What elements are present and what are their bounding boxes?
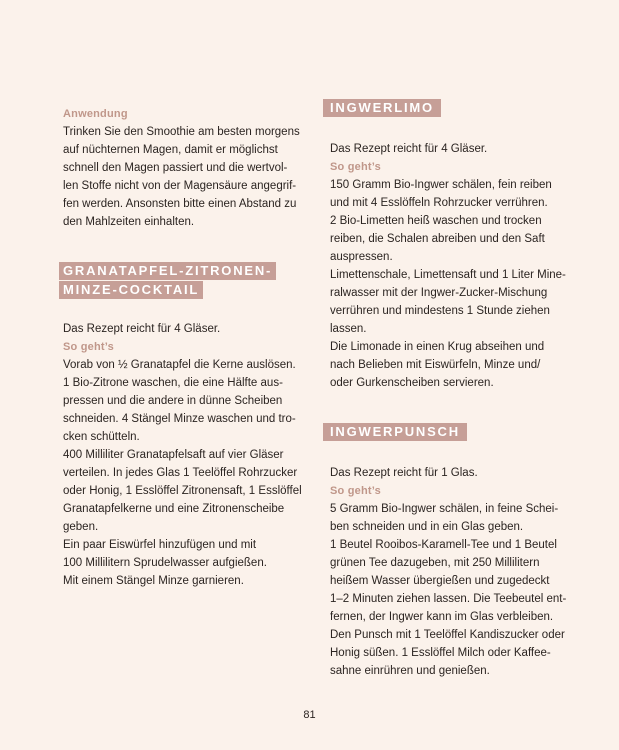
recipe-line: sahne einrühren und genießen.: [330, 665, 490, 677]
recipe-line: und mit 4 Esslöffeln Rohrzucker verrühren.: [330, 197, 548, 209]
recipe-line: lassen.: [330, 323, 367, 335]
anwendung-line: Trinken Sie den Smoothie am besten morgens: [63, 126, 300, 138]
recipe-subheading: So geht’s: [63, 341, 114, 353]
recipe-title-ingwerlimo: INGWERLIMO: [323, 99, 441, 117]
anwendung-line: len Stoffe nicht von der Magensäure angegrif-: [63, 180, 297, 192]
recipe-line: Granatapfelkerne und eine Zitronenscheibe: [63, 503, 285, 515]
recipe-line: auspressen.: [330, 251, 393, 263]
recipe-line: 1 Bio-Zitrone waschen, die eine Hälfte aus-: [63, 377, 283, 389]
recipe-line: fernen, der Ingwer kann im Glas verbleiben.: [330, 611, 554, 623]
recipe-line: Den Punsch mit 1 Teelöffel Kandiszucker oder: [330, 629, 565, 641]
recipe-line: 2 Bio-Limetten heiß waschen und trocken: [330, 215, 542, 227]
recipe-line: Mit einem Stängel Minze garnieren.: [63, 575, 244, 587]
anwendung-line: fen werden. Ansonsten bitte einen Abstand zu: [63, 198, 297, 210]
recipe-title-granatapfel-line2: MINZE-COCKTAIL: [59, 281, 203, 299]
recipe-servings: Das Rezept reicht für 4 Gläser.: [330, 143, 488, 155]
recipe-line: nach Belieben mit Eiswürfeln, Minze und/: [330, 359, 541, 371]
recipe-line: 100 Millilitern Sprudelwasser aufgießen.: [63, 557, 267, 569]
anwendung-line: den Mahlzeiten einhalten.: [63, 216, 195, 228]
recipe-line: verrühren und mindestens 1 Stunde ziehen: [330, 305, 550, 317]
recipe-line: 1–2 Minuten ziehen lassen. Die Teebeutel ent-: [330, 593, 567, 605]
recipe-line: ralwasser mit der Ingwer-Zucker-Mischung: [330, 287, 548, 299]
anwendung-line: auf nüchternen Magen, damit er möglichst: [63, 144, 278, 156]
recipe-title-granatapfel-line1: GRANATAPFEL-ZITRONEN-: [59, 262, 276, 280]
recipe-line: geben.: [63, 521, 99, 533]
recipe-subheading: So geht’s: [330, 485, 381, 497]
recipe-line: 1 Beutel Rooibos-Karamell-Tee und 1 Beutel: [330, 539, 557, 551]
recipe-line: schneiden. 4 Stängel Minze waschen und tro-: [63, 413, 296, 425]
recipe-line: Vorab von ½ Granatapfel die Kerne auslösen.: [63, 359, 296, 371]
recipe-line: oder Honig, 1 Esslöffel Zitronensaft, 1 Esslöffel: [63, 485, 302, 497]
recipe-line: verteilen. In jedes Glas 1 Teelöffel Rohrzucker: [63, 467, 298, 479]
recipe-line: heißem Wasser übergießen und zugedeckt: [330, 575, 550, 587]
recipe-line: grünen Tee dazugeben, mit 250 Millilitern: [330, 557, 540, 569]
recipe-line: 5 Gramm Bio-Ingwer schälen, in feine Schei-: [330, 503, 559, 515]
recipe-subheading: So geht’s: [330, 161, 381, 173]
recipe-servings: Das Rezept reicht für 1 Glas.: [330, 467, 478, 479]
recipe-line: Ein paar Eiswürfel hinzufügen und mit: [63, 539, 257, 551]
recipe-line: Honig süßen. 1 Esslöffel Milch oder Kaffee-: [330, 647, 551, 659]
anwendung-heading: Anwendung: [63, 108, 128, 120]
recipe-line: 400 Milliliter Granatapfelsaft auf vier Gläser: [63, 449, 284, 461]
page-number: 81: [303, 709, 316, 721]
recipe-title-ingwerpunsch: INGWERPUNSCH: [323, 423, 467, 441]
recipe-line: Limettenschale, Limettensaft und 1 Liter Mine-: [330, 269, 566, 281]
recipe-line: reiben, die Schalen abreiben und den Saft: [330, 233, 545, 245]
recipe-line: 150 Gramm Bio-Ingwer schälen, fein reiben: [330, 179, 552, 191]
anwendung-line: schnell den Magen passiert und die wertvol-: [63, 162, 288, 174]
recipe-line: Die Limonade in einen Krug abseihen und: [330, 341, 545, 353]
recipe-line: cken schütteln.: [63, 431, 140, 443]
recipe-line: oder Gurkenscheiben servieren.: [330, 377, 494, 389]
recipe-servings: Das Rezept reicht für 4 Gläser.: [63, 323, 221, 335]
recipe-line: pressen und die andere in dünne Scheiben: [63, 395, 283, 407]
recipe-line: ben schneiden und in ein Glas geben.: [330, 521, 524, 533]
